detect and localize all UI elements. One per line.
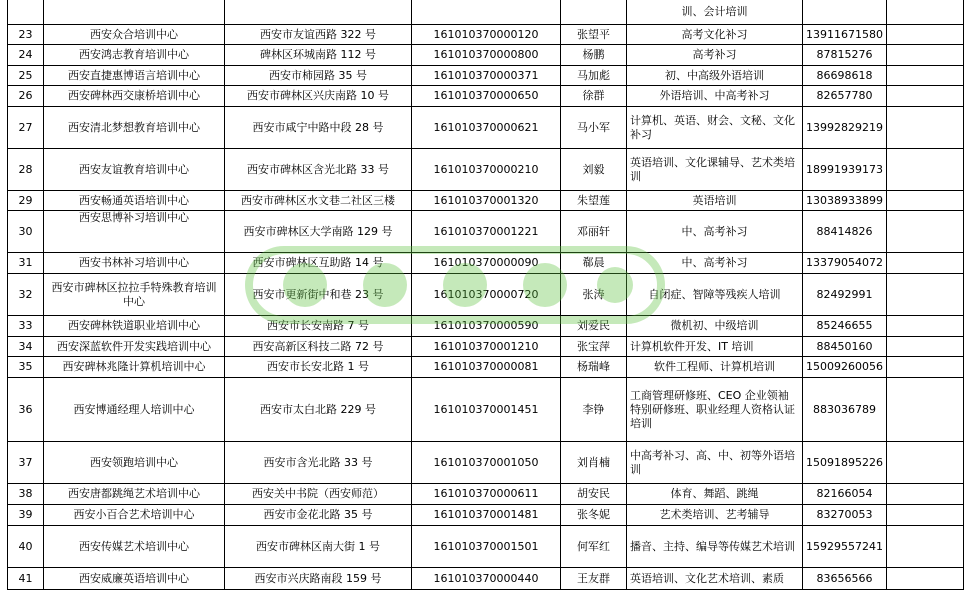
center-name-cell: 西安领跑培训中心	[44, 442, 225, 484]
row-number-cell: 41	[8, 568, 44, 590]
row-number-cell: 37	[8, 442, 44, 484]
legal-person-cell: 杨鹏	[561, 45, 627, 66]
license-number-cell: 161010370000621	[412, 107, 561, 149]
table-row	[8, 316, 964, 337]
remarks-cell	[887, 442, 964, 484]
training-scope-cell: 英语培训	[627, 191, 803, 211]
legal-person-cell: 何军红	[561, 526, 627, 568]
center-name-cell: 西安友谊教育培训中心	[44, 149, 225, 191]
training-scope-cell: 英语培训、文化艺术培训、素质	[627, 568, 803, 590]
table-row	[8, 107, 964, 149]
row-number-cell: 33	[8, 316, 44, 337]
legal-person-cell: 张涛	[561, 274, 627, 316]
license-number-cell: 161010370000720	[412, 274, 561, 316]
center-address-cell: 西安市友谊西路 322 号	[225, 25, 412, 45]
center-name-cell: 西安书林补习培训中心	[44, 253, 225, 274]
table-row	[8, 378, 964, 442]
legal-person-cell: 刘肖楠	[561, 442, 627, 484]
center-name-cell: 西安深蓝软件开发实践培训中心	[44, 337, 225, 357]
remarks-cell	[887, 66, 964, 86]
legal-person-cell: 刘毅	[561, 149, 627, 191]
phone-number-cell: 87815276	[803, 45, 887, 66]
table-row	[8, 274, 964, 316]
row-number-cell: 27	[8, 107, 44, 149]
training-scope-cell: 中、高考补习	[627, 211, 803, 253]
remarks-cell	[887, 45, 964, 66]
license-number-cell: 161010370001501	[412, 526, 561, 568]
center-name-cell: 西安传媒艺术培训中心	[44, 526, 225, 568]
row-number-cell: 36	[8, 378, 44, 442]
center-address-cell: 西安市兴庆路南段 159 号	[225, 568, 412, 590]
center-address-cell: 西安市碑林区大学南路 129 号	[225, 211, 412, 253]
table-row	[8, 191, 964, 211]
center-address-cell: 西安市碑林区兴庆南路 10 号	[225, 86, 412, 107]
phone-number-cell: 15091895226	[803, 442, 887, 484]
training-scope-cell: 计算机、英语、财会、文秘、文化补习	[627, 107, 803, 149]
license-number-cell: 161010370000650	[412, 86, 561, 107]
license-number-cell: 161010370001210	[412, 337, 561, 357]
table-row	[8, 484, 964, 505]
license-number-cell: 161010370000371	[412, 66, 561, 86]
remarks-cell	[887, 316, 964, 337]
center-address-cell: 碑林区环城南路 112 号	[225, 45, 412, 66]
row-number-cell: 31	[8, 253, 44, 274]
license-number-cell: 161010370000590	[412, 316, 561, 337]
remarks-cell	[887, 526, 964, 568]
license-number-cell: 161010370000120	[412, 25, 561, 45]
phone-number-cell	[803, 0, 887, 25]
training-scope-cell: 中、高考补习	[627, 253, 803, 274]
remarks-cell	[887, 357, 964, 378]
table-row	[8, 25, 964, 45]
legal-person-cell: 邓丽轩	[561, 211, 627, 253]
table-row	[8, 0, 964, 25]
table-row	[8, 45, 964, 66]
legal-person-cell: 马加彪	[561, 66, 627, 86]
table-row	[8, 505, 964, 526]
center-name-cell: 西安思博补习培训中心	[44, 211, 225, 253]
training-scope-cell: 初、中高级外语培训	[627, 66, 803, 86]
remarks-cell	[887, 0, 964, 25]
legal-person-cell: 刘爱民	[561, 316, 627, 337]
center-address-cell: 西安市太白北路 229 号	[225, 378, 412, 442]
center-name-cell: 西安鸿志教育培训中心	[44, 45, 225, 66]
phone-number-cell: 13038933899	[803, 191, 887, 211]
center-name-cell: 西安唐都跳绳艺术培训中心	[44, 484, 225, 505]
legal-person-cell: 李铮	[561, 378, 627, 442]
legal-person-cell: 郗晨	[561, 253, 627, 274]
row-number-cell: 39	[8, 505, 44, 526]
center-address-cell	[225, 0, 412, 25]
row-number-cell: 38	[8, 484, 44, 505]
remarks-cell	[887, 253, 964, 274]
legal-person-cell: 王友群	[561, 568, 627, 590]
center-name-cell: 西安碑林兆隆计算机培训中心	[44, 357, 225, 378]
training-scope-cell: 体育、舞蹈、跳绳	[627, 484, 803, 505]
row-number-cell: 24	[8, 45, 44, 66]
phone-number-cell: 18991939173	[803, 149, 887, 191]
row-number-cell: 25	[8, 66, 44, 86]
center-name-cell	[44, 0, 225, 25]
phone-number-cell: 82166054	[803, 484, 887, 505]
legal-person-cell: 张冬妮	[561, 505, 627, 526]
center-address-cell: 西安市金花北路 35 号	[225, 505, 412, 526]
center-address-cell: 西安市碑林区水文巷二社区三楼	[225, 191, 412, 211]
license-number-cell: 161010370001451	[412, 378, 561, 442]
legal-person-cell: 马小军	[561, 107, 627, 149]
row-number-cell: 26	[8, 86, 44, 107]
training-scope-cell: 播音、主持、编导等传媒艺术培训	[627, 526, 803, 568]
table-row	[8, 357, 964, 378]
table-row	[8, 149, 964, 191]
training-scope-cell: 艺术类培训、艺考辅导	[627, 505, 803, 526]
license-number-cell: 161010370001320	[412, 191, 561, 211]
center-name-cell: 西安清北梦想教育培训中心	[44, 107, 225, 149]
center-address-cell: 西安市含光北路 33 号	[225, 442, 412, 484]
license-number-cell: 161010370000081	[412, 357, 561, 378]
training-scope-cell: 高考文化补习	[627, 25, 803, 45]
license-number-cell	[412, 0, 561, 25]
training-scope-cell: 微机初、中级培训	[627, 316, 803, 337]
center-name-cell: 西安威廉英语培训中心	[44, 568, 225, 590]
table-row	[8, 86, 964, 107]
center-address-cell: 西安关中书院（西安师范）	[225, 484, 412, 505]
table-row	[8, 526, 964, 568]
training-center-table	[7, 0, 964, 590]
license-number-cell: 161010370001481	[412, 505, 561, 526]
phone-number-cell: 88414826	[803, 211, 887, 253]
center-name-cell: 西安直捷惠博语言培训中心	[44, 66, 225, 86]
remarks-cell	[887, 378, 964, 442]
center-address-cell: 西安市柿园路 35 号	[225, 66, 412, 86]
center-address-cell: 西安市碑林区含光北路 33 号	[225, 149, 412, 191]
table-row	[8, 211, 964, 253]
training-scope-cell: 工商管理研修班、CEO 企业领袖特别研修班、职业经理人资格认证培训	[627, 378, 803, 442]
remarks-cell	[887, 25, 964, 45]
training-scope-cell: 计算机软件开发、IT 培训	[627, 337, 803, 357]
row-number-cell: 28	[8, 149, 44, 191]
training-scope-cell: 英语培训、文化课辅导、艺术类培训	[627, 149, 803, 191]
remarks-cell	[887, 149, 964, 191]
remarks-cell	[887, 86, 964, 107]
training-scope-cell: 高考补习	[627, 45, 803, 66]
phone-number-cell: 883036789	[803, 378, 887, 442]
center-address-cell: 西安市更新街中和巷 23 号	[225, 274, 412, 316]
license-number-cell: 161010370000440	[412, 568, 561, 590]
license-number-cell: 161010370001050	[412, 442, 561, 484]
phone-number-cell: 13992829219	[803, 107, 887, 149]
remarks-cell	[887, 337, 964, 357]
table-row	[8, 442, 964, 484]
center-address-cell: 西安市碑林区南大街 1 号	[225, 526, 412, 568]
remarks-cell	[887, 274, 964, 316]
center-name-cell: 西安博通经理人培训中心	[44, 378, 225, 442]
table-row	[8, 337, 964, 357]
table-row	[8, 253, 964, 274]
remarks-cell	[887, 484, 964, 505]
phone-number-cell: 85246655	[803, 316, 887, 337]
row-number-cell: 35	[8, 357, 44, 378]
remarks-cell	[887, 107, 964, 149]
center-address-cell: 西安市咸宁中路中段 28 号	[225, 107, 412, 149]
remarks-cell	[887, 505, 964, 526]
center-name-cell: 西安众合培训中心	[44, 25, 225, 45]
row-number-cell: 32	[8, 274, 44, 316]
license-number-cell: 161010370000210	[412, 149, 561, 191]
phone-number-cell: 13379054072	[803, 253, 887, 274]
row-number-cell: 29	[8, 191, 44, 211]
phone-number-cell: 82657780	[803, 86, 887, 107]
legal-person-cell: 张宝萍	[561, 337, 627, 357]
phone-number-cell: 88450160	[803, 337, 887, 357]
legal-person-cell: 胡安民	[561, 484, 627, 505]
center-name-cell: 西安碑林铁道职业培训中心	[44, 316, 225, 337]
remarks-cell	[887, 211, 964, 253]
phone-number-cell: 15009260056	[803, 357, 887, 378]
center-name-cell: 西安畅通英语培训中心	[44, 191, 225, 211]
phone-number-cell: 82492991	[803, 274, 887, 316]
center-name-cell: 西安小百合艺术培训中心	[44, 505, 225, 526]
license-number-cell: 161010370000800	[412, 45, 561, 66]
phone-number-cell: 83270053	[803, 505, 887, 526]
row-number-cell: 23	[8, 25, 44, 45]
row-number-cell: 40	[8, 526, 44, 568]
row-number-cell	[8, 0, 44, 25]
license-number-cell: 161010370001221	[412, 211, 561, 253]
legal-person-cell: 张望平	[561, 25, 627, 45]
training-scope-cell: 软件工程师、计算机培训	[627, 357, 803, 378]
license-number-cell: 161010370000611	[412, 484, 561, 505]
remarks-cell	[887, 191, 964, 211]
remarks-cell	[887, 568, 964, 590]
row-number-cell: 30	[8, 211, 44, 253]
table-row	[8, 568, 964, 590]
phone-number-cell: 83656566	[803, 568, 887, 590]
table-row	[8, 66, 964, 86]
row-number-cell: 34	[8, 337, 44, 357]
license-number-cell: 161010370000090	[412, 253, 561, 274]
legal-person-cell: 朱望莲	[561, 191, 627, 211]
legal-person-cell	[561, 0, 627, 25]
phone-number-cell: 13911671580	[803, 25, 887, 45]
center-address-cell: 西安市碑林区互助路 14 号	[225, 253, 412, 274]
center-address-cell: 西安市长安北路 1 号	[225, 357, 412, 378]
center-name-cell: 西安碑林西交康桥培训中心	[44, 86, 225, 107]
phone-number-cell: 86698618	[803, 66, 887, 86]
table-body	[8, 0, 964, 590]
training-scope-cell: 外语培训、中高考补习	[627, 86, 803, 107]
training-scope-cell: 自闭症、智障等残疾人培训	[627, 274, 803, 316]
training-scope-cell: 训、会计培训	[627, 0, 803, 25]
center-address-cell: 西安高新区科技二路 72 号	[225, 337, 412, 357]
training-scope-cell: 中高考补习、高、中、初等外语培训	[627, 442, 803, 484]
phone-number-cell: 15929557241	[803, 526, 887, 568]
legal-person-cell: 徐群	[561, 86, 627, 107]
legal-person-cell: 杨瑞峰	[561, 357, 627, 378]
center-address-cell: 西安市长安南路 7 号	[225, 316, 412, 337]
center-name-cell: 西安市碑林区拉拉手特殊教育培训中心	[44, 274, 225, 316]
